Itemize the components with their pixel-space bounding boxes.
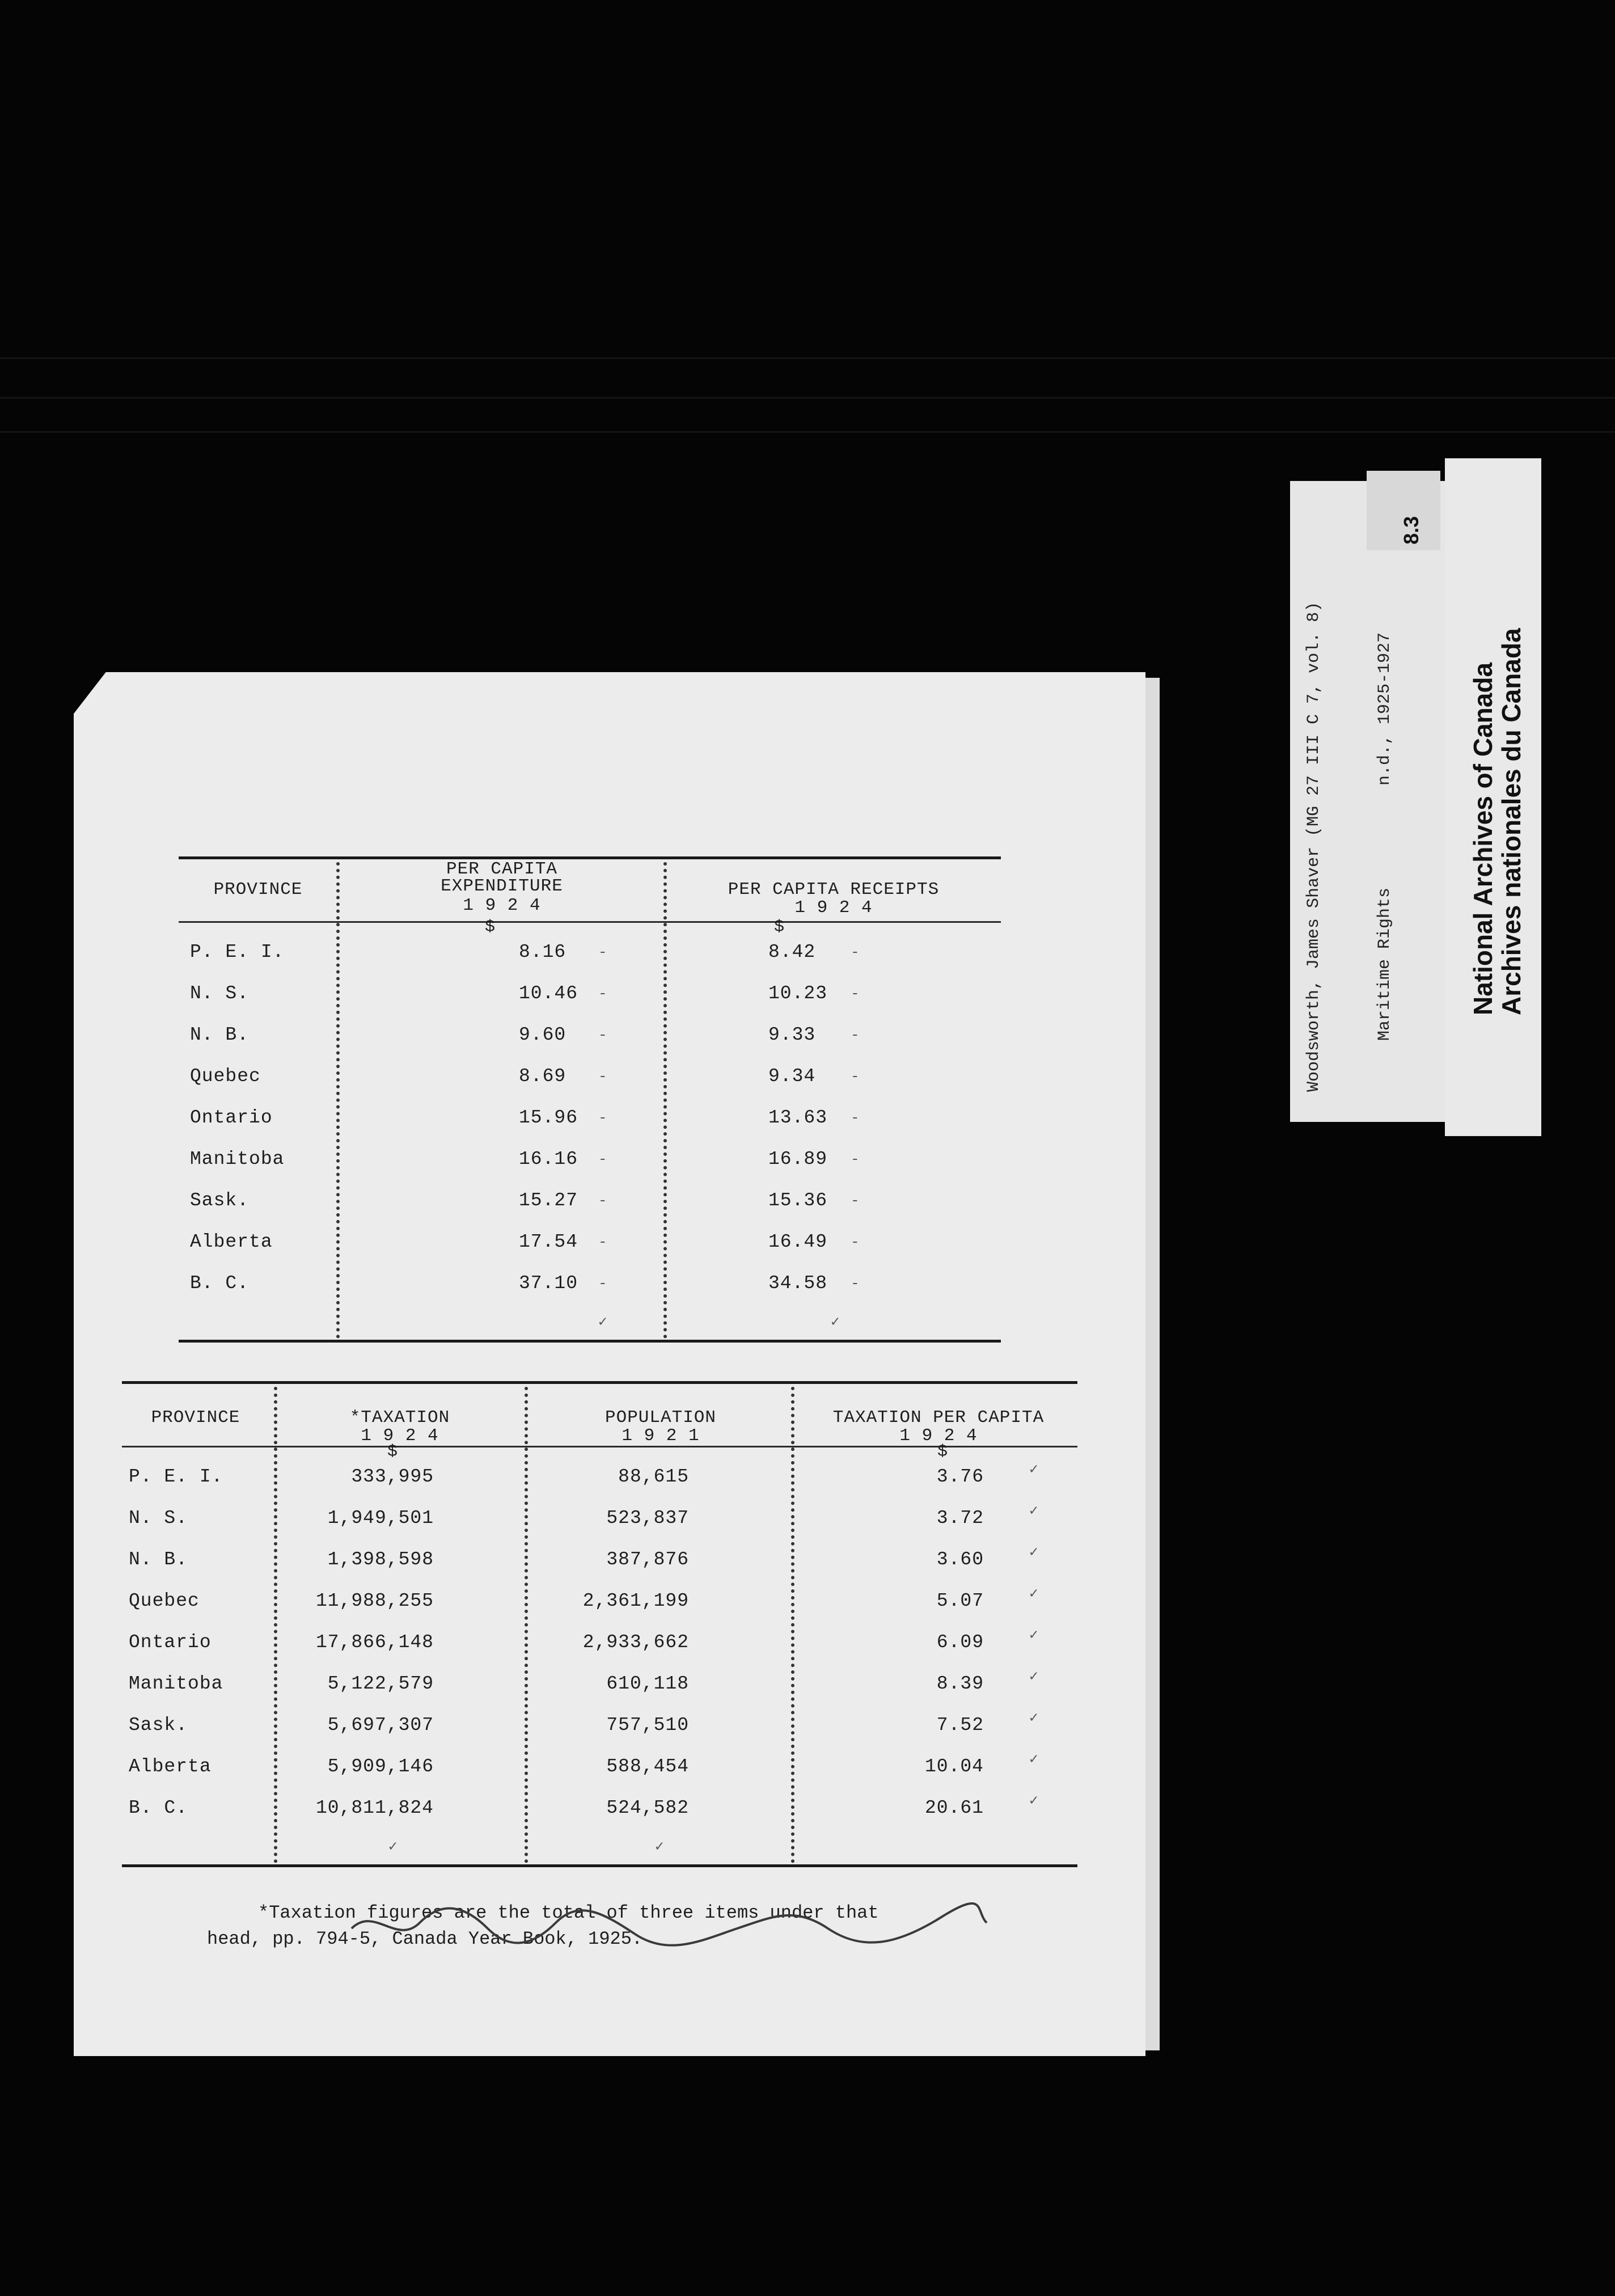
check-mark: -: [598, 1068, 607, 1085]
column-separator: [663, 862, 677, 1339]
taxation-per-capita-value: 7.52: [936, 1715, 984, 1736]
province-name: Manitoba: [190, 1149, 285, 1170]
check-mark: -: [851, 1234, 860, 1251]
check-mark: ✓: [1029, 1502, 1038, 1520]
currency-mark: $: [485, 918, 496, 937]
province-name: N. S.: [190, 983, 250, 1004]
currency-mark: $: [387, 1442, 398, 1462]
expenditure-value: 16.16: [519, 1149, 578, 1170]
footnote-line-2: head, pp. 794-5, Canada Year Book, 1925.: [207, 1928, 643, 1949]
province-name: Alberta: [190, 1231, 273, 1252]
check-mark: ✓: [388, 1838, 398, 1855]
population-value: 610,118: [606, 1673, 689, 1694]
taxation-per-capita-value: 3.60: [936, 1549, 984, 1570]
province-name: Ontario: [190, 1107, 273, 1128]
province-name: Sask.: [190, 1190, 250, 1211]
header-receipts-line1: PER CAPITA RECEIPTS: [728, 880, 940, 900]
receipts-value: 9.33: [768, 1024, 816, 1045]
check-mark: -: [851, 1275, 860, 1292]
receipts-value: 8.42: [768, 942, 816, 963]
archive-collection: Woodsworth, James Shaver (MG 27 III C 7, vol. 8): [1304, 601, 1324, 1092]
taxation-value: 11,988,255: [315, 1590, 434, 1611]
population-value: 588,454: [606, 1756, 689, 1777]
receipts-value: 13.63: [768, 1107, 828, 1128]
archive-item-number: 8.3: [1400, 516, 1423, 545]
expenditure-value: 9.60: [519, 1024, 566, 1045]
population-value: 387,876: [606, 1549, 689, 1570]
check-mark: ✓: [1029, 1585, 1038, 1602]
footnote-line-1: *Taxation figures are the total of three items under that: [258, 1902, 879, 1923]
header-province: PROVINCE: [213, 880, 303, 900]
header-taxation-per-capita: TAXATION PER CAPITA: [832, 1408, 1045, 1428]
check-mark: -: [598, 985, 607, 1002]
check-mark: ✓: [1029, 1544, 1038, 1561]
check-mark: ✓: [598, 1314, 607, 1331]
table-top-rule: [122, 1381, 1077, 1384]
taxation-value: 17,866,148: [315, 1632, 434, 1653]
taxation-per-capita-value: 5.07: [936, 1590, 984, 1611]
population-value: 524,582: [606, 1797, 689, 1818]
header-population-year: 1 9 2 1: [622, 1426, 700, 1446]
expenditure-value: 15.96: [519, 1107, 578, 1128]
header-expenditure-year: 1 9 2 4: [463, 896, 541, 915]
province-name: Quebec: [190, 1066, 261, 1087]
column-separator: [525, 1387, 538, 1863]
taxation-value: 1,398,598: [327, 1549, 434, 1570]
check-mark: -: [851, 944, 860, 961]
header-bottom-rule: [179, 921, 1001, 923]
taxation-value: 333,995: [351, 1466, 434, 1487]
check-mark: -: [851, 1192, 860, 1209]
taxation-value: 5,909,146: [327, 1756, 434, 1777]
archive-stamp-english: National Archives of Canada: [1468, 662, 1498, 1015]
column-separator: [274, 1387, 288, 1863]
archive-stamp-french: Archives nationales du Canada: [1496, 628, 1526, 1015]
header-province: PROVINCE: [151, 1408, 240, 1428]
check-mark: -: [598, 944, 607, 961]
population-value: 523,837: [606, 1508, 689, 1529]
handwritten-squiggle: [340, 1894, 992, 1957]
check-mark: ✓: [1029, 1751, 1038, 1768]
check-mark: -: [598, 1151, 607, 1168]
header-taxation-per-capita-year: 1 9 2 4: [899, 1426, 978, 1446]
check-mark: -: [598, 1109, 607, 1126]
expenditure-value: 37.10: [519, 1273, 578, 1294]
province-name: N. S.: [129, 1508, 188, 1529]
taxation-per-capita-value: 8.39: [936, 1673, 984, 1694]
taxation-value: 10,811,824: [315, 1797, 434, 1818]
province-name: Sask.: [129, 1715, 188, 1736]
per-capita-table: [179, 856, 1001, 1344]
province-name: Ontario: [129, 1632, 212, 1653]
check-mark: ✓: [655, 1838, 664, 1855]
column-separator: [791, 1387, 805, 1863]
check-mark: ✓: [1029, 1668, 1038, 1685]
province-name: P. E. I.: [190, 942, 285, 963]
expenditure-value: 15.27: [519, 1190, 578, 1211]
taxation-value: 5,697,307: [327, 1715, 434, 1736]
header-bottom-rule: [122, 1446, 1077, 1447]
expenditure-value: 17.54: [519, 1231, 578, 1252]
taxation-per-capita-value: 3.72: [936, 1508, 984, 1529]
check-mark: -: [851, 985, 860, 1002]
currency-mark: $: [937, 1442, 948, 1462]
header-expenditure-line2: EXPENDITURE: [441, 876, 563, 896]
header-population: POPULATION: [604, 1408, 717, 1428]
currency-mark: $: [774, 918, 785, 937]
receipts-value: 15.36: [768, 1190, 828, 1211]
column-separator: [336, 862, 350, 1339]
province-name: Alberta: [129, 1756, 212, 1777]
expenditure-value: 8.69: [519, 1066, 566, 1087]
province-name: P. E. I.: [129, 1466, 223, 1487]
taxation-value: 1,949,501: [327, 1508, 434, 1529]
check-mark: -: [598, 1027, 607, 1044]
receipts-value: 16.89: [768, 1149, 828, 1170]
check-mark: -: [598, 1234, 607, 1251]
province-name: Manitoba: [129, 1673, 223, 1694]
province-name: B. C.: [129, 1797, 188, 1818]
scan-artifact: [0, 357, 1615, 359]
check-mark: -: [598, 1275, 607, 1292]
header-receipts-year: 1 9 2 4: [794, 898, 873, 918]
check-mark: -: [851, 1151, 860, 1168]
receipts-value: 9.34: [768, 1066, 816, 1087]
population-value: 88,615: [618, 1466, 689, 1487]
province-name: Quebec: [129, 1590, 200, 1611]
check-mark: -: [851, 1027, 860, 1044]
taxation-per-capita-value: 6.09: [936, 1632, 984, 1653]
province-name: N. B.: [190, 1024, 250, 1045]
taxation-per-capita-value: 3.76: [936, 1466, 984, 1487]
check-mark: -: [851, 1109, 860, 1126]
taxation-per-capita-value: 10.04: [924, 1756, 984, 1777]
table-bottom-rule: [122, 1864, 1077, 1867]
check-mark: -: [851, 1068, 860, 1085]
table-bottom-rule: [179, 1340, 1001, 1343]
expenditure-value: 10.46: [519, 983, 578, 1004]
province-name: N. B.: [129, 1549, 188, 1570]
header-expenditure-line1: PER CAPITA: [446, 859, 558, 879]
check-mark: -: [598, 1192, 607, 1209]
check-mark: ✓: [1029, 1792, 1038, 1809]
scan-artifact: [0, 431, 1615, 433]
receipts-value: 34.58: [768, 1273, 828, 1294]
province-name: B. C.: [190, 1273, 250, 1294]
taxation-per-capita-value: 20.61: [924, 1797, 984, 1818]
receipts-value: 16.49: [768, 1231, 828, 1252]
header-taxation: *TAXATION: [349, 1408, 450, 1428]
archive-file-title: Maritime Rights: [1375, 887, 1394, 1041]
check-mark: ✓: [1029, 1710, 1038, 1727]
population-value: 757,510: [606, 1715, 689, 1736]
scan-artifact: [0, 397, 1615, 399]
check-mark: ✓: [1029, 1627, 1038, 1644]
table-top-rule: [179, 856, 1001, 859]
population-value: 2,933,662: [582, 1632, 689, 1653]
header-taxation-year: 1 9 2 4: [361, 1426, 439, 1446]
check-mark: ✓: [831, 1314, 840, 1331]
expenditure-value: 8.16: [519, 942, 566, 963]
taxation-value: 5,122,579: [327, 1673, 434, 1694]
archive-date-range: n.d., 1925-1927: [1375, 632, 1394, 786]
check-mark: ✓: [1029, 1461, 1038, 1478]
receipts-value: 10.23: [768, 983, 828, 1004]
taxation-table: [122, 1381, 1077, 1869]
population-value: 2,361,199: [582, 1590, 689, 1611]
